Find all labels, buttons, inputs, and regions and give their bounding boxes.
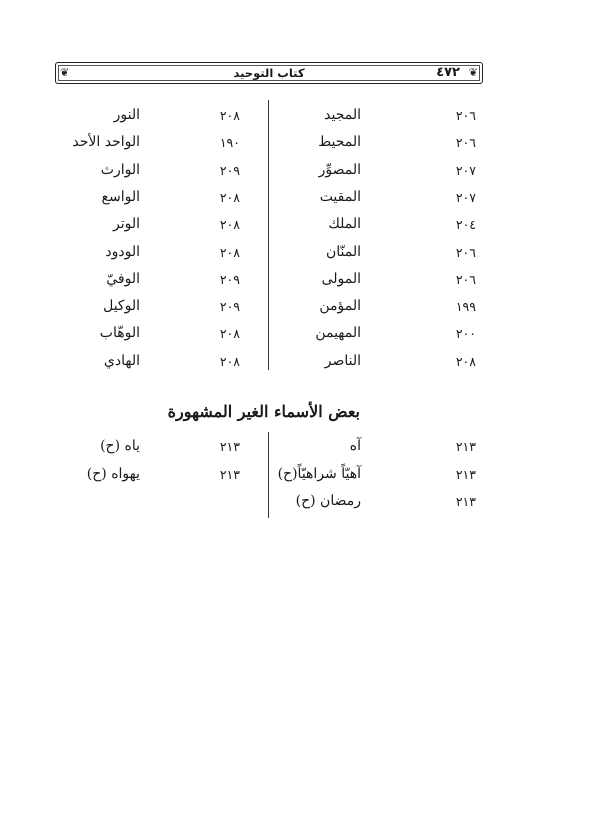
book-title: كتاب التوحيد [233, 66, 305, 80]
page-reference: ١٩٠ [219, 135, 240, 151]
page-reference: ٢٠٨ [219, 326, 240, 342]
page-reference: ٢١٣ [455, 494, 476, 509]
column-divider [268, 100, 269, 370]
divine-name: الواسع [101, 188, 140, 205]
divine-name: يهواه (ح) [86, 465, 140, 482]
divine-name: المحيط [318, 134, 361, 151]
divine-name: الملك [328, 216, 361, 233]
page-reference: ٢٠٨ [219, 353, 240, 369]
divine-name: المنّان [325, 243, 361, 260]
page-reference: ٢٠٤ [455, 217, 476, 233]
page-reference: ٢٠٠ [455, 326, 476, 342]
page-reference: ٢١٣ [219, 466, 240, 482]
divine-name: المهيمن [315, 325, 361, 342]
running-header [55, 62, 483, 84]
divine-name: الوكيل [103, 298, 140, 315]
divine-name: آهيّاً شراهيّاً(ح) [277, 465, 361, 482]
page-reference: ٢٠٦ [455, 244, 476, 260]
page-reference: ٢٠٨ [219, 244, 240, 260]
page-reference: ٢٠٨ [219, 217, 240, 233]
page-reference: ٢٠٨ [455, 353, 476, 369]
divine-name: ياه (ح) [100, 438, 140, 454]
page-reference: ٢٠٧ [455, 162, 476, 178]
divine-name: الوهّاب [99, 325, 140, 342]
page-reference: ٢٠٦ [455, 108, 476, 123]
page-reference: ٢٠٦ [455, 271, 476, 287]
page-reference: ٢٠٩ [219, 271, 240, 287]
divine-name: المجيد [324, 107, 361, 123]
page-reference: ٢٠٩ [219, 162, 240, 178]
divine-name: المؤمن [319, 298, 361, 315]
divine-name: رمضان (ح) [295, 493, 361, 509]
page-reference: ٢٠٧ [455, 189, 476, 205]
page-reference: ٢١٣ [455, 439, 476, 454]
page-reference: ٢٠٦ [455, 135, 476, 151]
divine-name: النور [113, 107, 140, 123]
divine-name: المولى [321, 270, 361, 287]
divine-name: المقيت [319, 188, 361, 205]
divine-name: الوفيّ [106, 270, 140, 287]
page-reference: ٢٠٨ [219, 108, 240, 123]
divine-name: الهادي [103, 352, 140, 369]
divine-name: الوتر [112, 216, 140, 233]
page-reference: ٢١٣ [455, 466, 476, 482]
page-reference: ٢٠٨ [219, 189, 240, 205]
section-title: بعض الأسماء الغير المشهورة [167, 402, 360, 421]
divine-name: آه [349, 438, 361, 454]
column-divider-2 [268, 432, 269, 518]
divine-name: الواحد الأحد [72, 134, 140, 151]
right-ornament-icon: ❦ [468, 66, 478, 79]
divine-name: الوارث [100, 161, 140, 178]
divine-name: الناصر [324, 352, 361, 369]
page-reference: ٢١٣ [219, 439, 240, 454]
page-reference: ٢٠٩ [219, 299, 240, 315]
divine-name: الودود [105, 243, 140, 260]
divine-name: المصوِّر [318, 161, 361, 178]
page-number: ٤٧٢ [436, 65, 460, 80]
page-reference: ١٩٩ [455, 299, 476, 315]
left-ornament-icon: ❦ [60, 66, 70, 79]
